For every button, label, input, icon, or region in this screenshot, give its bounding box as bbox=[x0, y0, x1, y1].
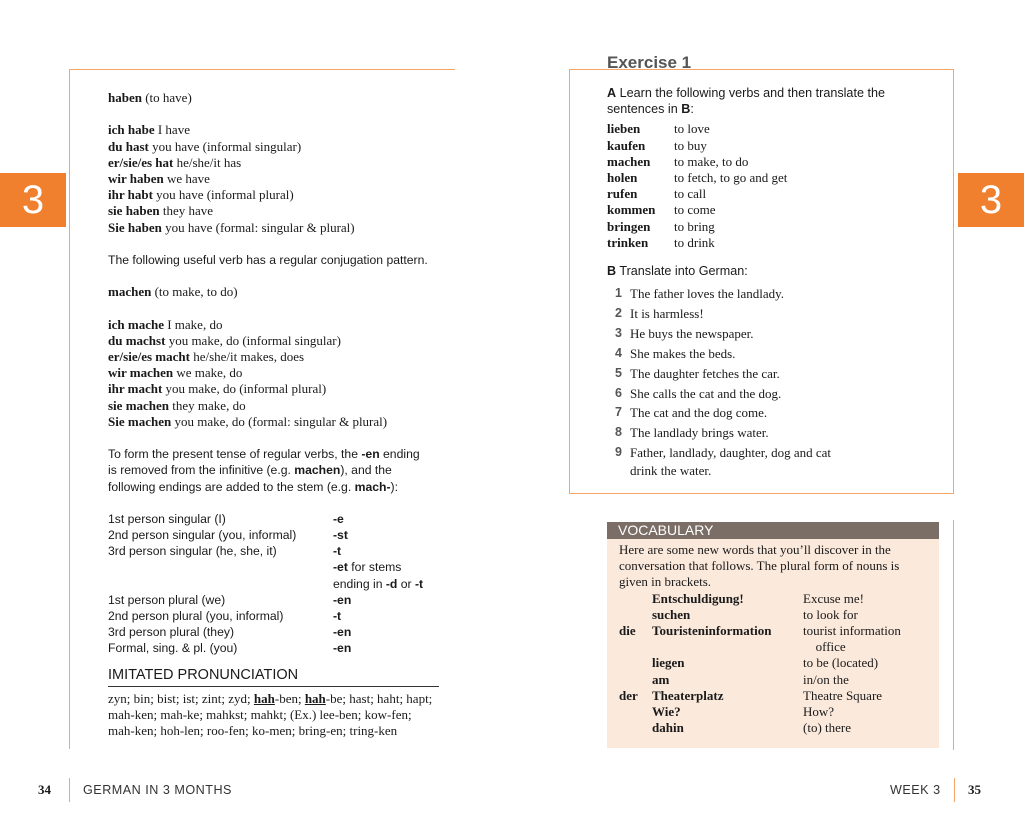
vocab-article bbox=[607, 704, 652, 720]
ending-suffix: -et bbox=[333, 560, 348, 575]
haben_conj-row bbox=[108, 171, 443, 187]
sentence-item bbox=[607, 324, 937, 344]
ending-row bbox=[108, 511, 443, 527]
vocab-english: to look for bbox=[803, 606, 858, 622]
machen_conj-row bbox=[108, 365, 443, 381]
verb-german: holen bbox=[607, 169, 638, 185]
exercise-b-instructions: B Translate into German: bbox=[607, 263, 748, 278]
english-gloss: I make, do bbox=[163, 316, 223, 332]
ending-value bbox=[333, 608, 341, 624]
haben_conj-row bbox=[108, 122, 443, 138]
vocab-row bbox=[607, 704, 939, 720]
ending-person bbox=[108, 559, 333, 575]
english-gloss: they have bbox=[159, 203, 214, 219]
sentence-item bbox=[607, 304, 937, 324]
sentence-item bbox=[607, 443, 937, 463]
ending-person: 2nd person singular (you, informal) bbox=[108, 528, 297, 543]
sentence-item bbox=[607, 423, 937, 443]
haben_conj-row bbox=[108, 203, 443, 219]
sentence-item bbox=[607, 284, 937, 304]
english-gloss: we have bbox=[163, 170, 210, 186]
ending-person bbox=[108, 576, 333, 592]
ending-row bbox=[108, 592, 443, 608]
sentence-number: 8 bbox=[615, 425, 622, 440]
vocab-german: dahin bbox=[652, 720, 684, 736]
vocab-article bbox=[607, 639, 650, 655]
verb-german: trinken bbox=[607, 234, 649, 250]
vocabulary-intro bbox=[607, 539, 939, 591]
left-frame-side bbox=[69, 69, 70, 749]
english-gloss: you have (informal plural) bbox=[152, 187, 294, 203]
vocab-english: Excuse me! bbox=[803, 590, 865, 606]
verb-english: to call bbox=[674, 186, 707, 202]
rule-paragraph bbox=[108, 446, 443, 495]
vocab-german: Wie? bbox=[652, 703, 681, 719]
rule-text: ): bbox=[390, 479, 398, 494]
sentence-number: 1 bbox=[615, 286, 622, 301]
ending-value bbox=[333, 559, 401, 575]
vocab-row bbox=[607, 672, 939, 688]
ending-row bbox=[108, 576, 443, 592]
haben_conj-row bbox=[108, 155, 443, 171]
german-form: sie machen bbox=[108, 397, 170, 413]
exercise-title: Exercise 1 bbox=[607, 53, 692, 72]
machen_conj-row bbox=[108, 333, 443, 349]
vocab-article bbox=[607, 720, 652, 736]
vocab-english: How? bbox=[803, 703, 835, 719]
english-gloss: you have (informal singular) bbox=[148, 138, 302, 154]
vocab-english: Theatre Square bbox=[803, 687, 883, 703]
vocab-article bbox=[607, 655, 652, 671]
verb-german: lieben bbox=[607, 121, 641, 137]
left-page-number: 34 bbox=[38, 782, 51, 797]
vocab-intro-line: conversation that follows. The plural form of nouns is bbox=[619, 558, 900, 574]
machen_conj-row bbox=[108, 349, 443, 365]
ending-note: ending in bbox=[333, 576, 386, 591]
english-gloss: I have bbox=[154, 122, 190, 138]
rule-example: machen bbox=[294, 463, 341, 478]
exercise-content bbox=[607, 85, 937, 479]
ending-suffix: -t bbox=[333, 609, 342, 623]
exercise-frame-bottom bbox=[569, 493, 954, 494]
sentence-number: 9 bbox=[615, 445, 622, 460]
ending-row bbox=[108, 543, 443, 559]
sentence-number: 6 bbox=[615, 385, 622, 400]
rule-line bbox=[108, 479, 443, 495]
verb-english: to fetch, to go and get bbox=[674, 169, 788, 185]
ending-person: 3rd person plural (they) bbox=[108, 625, 234, 640]
vocab-german: am bbox=[652, 671, 670, 687]
sentence-number: 2 bbox=[615, 306, 622, 320]
sentence-text: Father, landlady, daughter, dog and cat bbox=[630, 445, 831, 461]
ending-row bbox=[108, 608, 443, 624]
vocab-english: in/on the bbox=[803, 671, 849, 687]
ending-suffix: -d bbox=[385, 576, 398, 591]
verb-english: to buy bbox=[674, 137, 707, 153]
german-form: ich mache bbox=[108, 316, 164, 332]
vocab-article bbox=[607, 607, 652, 623]
footer-divider-left bbox=[69, 778, 70, 802]
vocab-row bbox=[607, 607, 939, 623]
ending-suffix: -en bbox=[333, 625, 352, 640]
sentence-list bbox=[607, 284, 937, 463]
vocab-article: der bbox=[619, 687, 638, 703]
german-form: du machst bbox=[108, 332, 166, 348]
sentence-text: The father loves the landlady. bbox=[630, 286, 785, 302]
rule-example: -en bbox=[361, 447, 380, 462]
useful-verb-note: The following useful verb has a regular conjugation pattern. bbox=[108, 252, 428, 267]
english-gloss: they make, do bbox=[169, 397, 246, 413]
rule-line bbox=[108, 462, 443, 478]
vocab-english: tourist information bbox=[803, 622, 901, 638]
ending-person: 1st person singular (I) bbox=[108, 511, 226, 526]
exercise-frame-left bbox=[569, 69, 570, 494]
sentence-text: She calls the cat and the dog. bbox=[630, 385, 782, 401]
sentence-item bbox=[607, 364, 937, 384]
machen_conj-row bbox=[108, 398, 443, 414]
vocab-german bbox=[650, 639, 793, 655]
endings-table bbox=[108, 511, 443, 657]
vocab-english: (to) there bbox=[803, 720, 852, 736]
ending-value bbox=[333, 640, 351, 656]
german-form: ihr habt bbox=[108, 187, 153, 203]
vocab-german: suchen bbox=[652, 606, 691, 622]
ending-suffix: -en bbox=[333, 641, 352, 656]
left-running-title: GERMAN IN 3 MONTHS bbox=[83, 783, 232, 797]
verb-english: to love bbox=[674, 121, 710, 137]
vocab-row bbox=[607, 655, 939, 671]
german-form: sie haben bbox=[108, 203, 160, 219]
sentence-item bbox=[607, 344, 937, 364]
verb-german: kaufen bbox=[607, 137, 646, 153]
right-running-title: WEEK 3 bbox=[890, 783, 941, 797]
vocabulary-list bbox=[607, 591, 939, 737]
german-form: er/sie/es macht bbox=[108, 349, 190, 364]
verb-row bbox=[607, 219, 937, 235]
haben_conj-row bbox=[108, 220, 443, 236]
verb-row bbox=[607, 121, 937, 137]
verb-german: machen bbox=[607, 153, 651, 169]
machen-heading: machen (to make, to do) bbox=[108, 284, 238, 300]
german-form: Sie haben bbox=[108, 219, 162, 235]
ending-value bbox=[333, 511, 344, 527]
ending-row bbox=[108, 527, 443, 543]
german-form: wir machen bbox=[108, 365, 174, 381]
german-form: er/sie/es hat bbox=[108, 154, 174, 170]
machen_conj-row bbox=[108, 317, 443, 333]
rule-line bbox=[108, 446, 443, 462]
vocab-intro-line: Here are some new words that you’ll discover in the bbox=[619, 542, 891, 557]
rule-text: is removed from the infinitive (e.g. bbox=[108, 463, 295, 478]
sentence-text: The daughter fetches the car. bbox=[630, 365, 780, 381]
sentence-number: 3 bbox=[615, 325, 622, 340]
verb-row bbox=[607, 154, 937, 170]
vocab-row bbox=[607, 639, 939, 655]
left-frame-top bbox=[69, 69, 455, 70]
ending-row bbox=[108, 640, 443, 656]
verb-english: to come bbox=[674, 202, 716, 218]
ending-person: Formal, sing. & pl. (you) bbox=[108, 641, 238, 656]
english-gloss: you make, do (formal: singular & plural) bbox=[171, 413, 388, 429]
right-frame-side bbox=[953, 520, 954, 750]
vocab-row bbox=[607, 720, 939, 736]
verb-english: to bring bbox=[674, 218, 715, 234]
vocab-article bbox=[607, 672, 652, 688]
rule-text: ), and the bbox=[340, 463, 392, 478]
verb-german: kommen bbox=[607, 202, 656, 218]
rule-text: To form the present tense of regular verbs, the bbox=[108, 447, 362, 462]
rule-example: mach- bbox=[354, 479, 391, 494]
ending-suffix: -e bbox=[333, 511, 344, 526]
haben-heading: haben (to have) bbox=[108, 90, 192, 105]
rule-text: ending bbox=[379, 447, 420, 462]
ending-note: or bbox=[397, 576, 415, 591]
vocab-row bbox=[607, 623, 939, 639]
exercise-a-instructions: A Learn the following verbs and then translate the sentences in B: bbox=[607, 86, 885, 117]
vocab-intro-line: given in brackets. bbox=[619, 574, 712, 590]
vocab-german: Theaterplatz bbox=[652, 687, 724, 703]
sentence-text: He buys the newspaper. bbox=[630, 325, 754, 341]
vocab-row bbox=[607, 591, 939, 607]
machen_conj-row bbox=[108, 414, 443, 430]
imitated-pronunciation-text: zyn; bin; bist; ist; zint; zyd; hah-ben; hah-be; hast; haht; hapt; mah-ken; mah-ke; mahkst; mahkt; (Ex.) lee-ben; kow-fen; mah-ken; hoh-len; roo-fen; ko-men; bring-en; tring-ken bbox=[108, 690, 433, 739]
english-gloss: he/she/it has bbox=[173, 154, 242, 170]
sentence-number: 5 bbox=[615, 365, 622, 380]
english-gloss: you make, do (informal plural) bbox=[162, 381, 327, 397]
vocab-english: to be (located) bbox=[803, 655, 879, 671]
sentence-text: The landlady brings water. bbox=[630, 425, 769, 441]
rule-text: following endings are added to the stem (e.g. bbox=[108, 479, 355, 494]
vocab-german: liegen bbox=[652, 655, 685, 671]
verb-english: to drink bbox=[674, 234, 715, 250]
german-form: ihr macht bbox=[108, 381, 163, 397]
ending-suffix: -en bbox=[333, 592, 352, 607]
german-form: ich habe bbox=[108, 122, 155, 138]
verb-english: to make, to do bbox=[674, 153, 749, 169]
chapter-tab-left: 3 bbox=[0, 173, 66, 227]
vocab-german: Touristeninformation bbox=[652, 622, 772, 638]
english-gloss: you make, do (informal singular) bbox=[165, 332, 341, 348]
sentence-item bbox=[607, 384, 937, 404]
vocabulary-box bbox=[607, 539, 939, 748]
verb-row bbox=[607, 235, 937, 251]
vocab-article: die bbox=[619, 622, 636, 638]
german-form: wir haben bbox=[108, 170, 164, 186]
sentence-text: She makes the beds. bbox=[630, 345, 736, 361]
ending-value bbox=[333, 543, 341, 559]
english-gloss: he/she/it makes, does bbox=[189, 349, 305, 364]
english-gloss: we make, do bbox=[173, 365, 243, 381]
vocab-english: office bbox=[815, 639, 846, 655]
ending-person: 1st person plural (we) bbox=[108, 592, 226, 607]
vocab-article bbox=[607, 591, 652, 607]
verb-row bbox=[607, 138, 937, 154]
ending-suffix: -st bbox=[333, 528, 348, 543]
ending-person: 3rd person singular (he, she, it) bbox=[108, 544, 277, 559]
vocab-german: Entschuldigung! bbox=[652, 590, 744, 606]
vocab-row bbox=[607, 688, 939, 704]
imitated-pronunciation-heading: IMITATED PRONUNCIATION bbox=[108, 667, 439, 687]
verb-list bbox=[607, 121, 937, 251]
german-form: du hast bbox=[108, 138, 149, 154]
sentence-text: The cat and the dog come. bbox=[630, 405, 768, 421]
sentence-text: It is harmless! bbox=[630, 306, 704, 321]
machen-conjugation bbox=[108, 317, 443, 430]
ending-note: for stems bbox=[347, 560, 402, 575]
ending-row bbox=[108, 624, 443, 640]
english-gloss: you have (formal: singular & plural) bbox=[161, 219, 355, 235]
ending-value bbox=[333, 624, 351, 640]
haben_conj-row bbox=[108, 139, 443, 155]
haben_conj-row bbox=[108, 187, 443, 203]
right-page-number: 35 bbox=[968, 782, 981, 797]
sentence-9-continued: drink the water. bbox=[630, 463, 712, 479]
sentence-item bbox=[607, 403, 937, 423]
sentence-number: 4 bbox=[615, 345, 622, 360]
ending-row bbox=[108, 559, 443, 575]
verb-row bbox=[607, 186, 937, 202]
sentence-number: 7 bbox=[615, 405, 622, 420]
verb-german: bringen bbox=[607, 218, 651, 234]
chapter-tab-right: 3 bbox=[958, 173, 1024, 227]
ending-person: 2nd person plural (you, informal) bbox=[108, 609, 284, 623]
ending-suffix: -t bbox=[414, 576, 424, 591]
exercise-frame-right bbox=[953, 69, 954, 494]
vocabulary-heading: VOCABULARY bbox=[607, 522, 939, 539]
german-form: Sie machen bbox=[108, 413, 172, 429]
haben-conjugation bbox=[108, 122, 443, 235]
left-page-content bbox=[108, 90, 443, 739]
ending-suffix: -t bbox=[333, 544, 342, 559]
verb-german: rufen bbox=[607, 186, 638, 202]
footer-divider-right bbox=[954, 778, 955, 802]
verb-row bbox=[607, 202, 937, 218]
verb-row bbox=[607, 170, 937, 186]
machen_conj-row bbox=[108, 381, 443, 397]
ending-value bbox=[333, 592, 351, 608]
ending-value bbox=[333, 576, 423, 592]
ending-value bbox=[333, 527, 348, 543]
